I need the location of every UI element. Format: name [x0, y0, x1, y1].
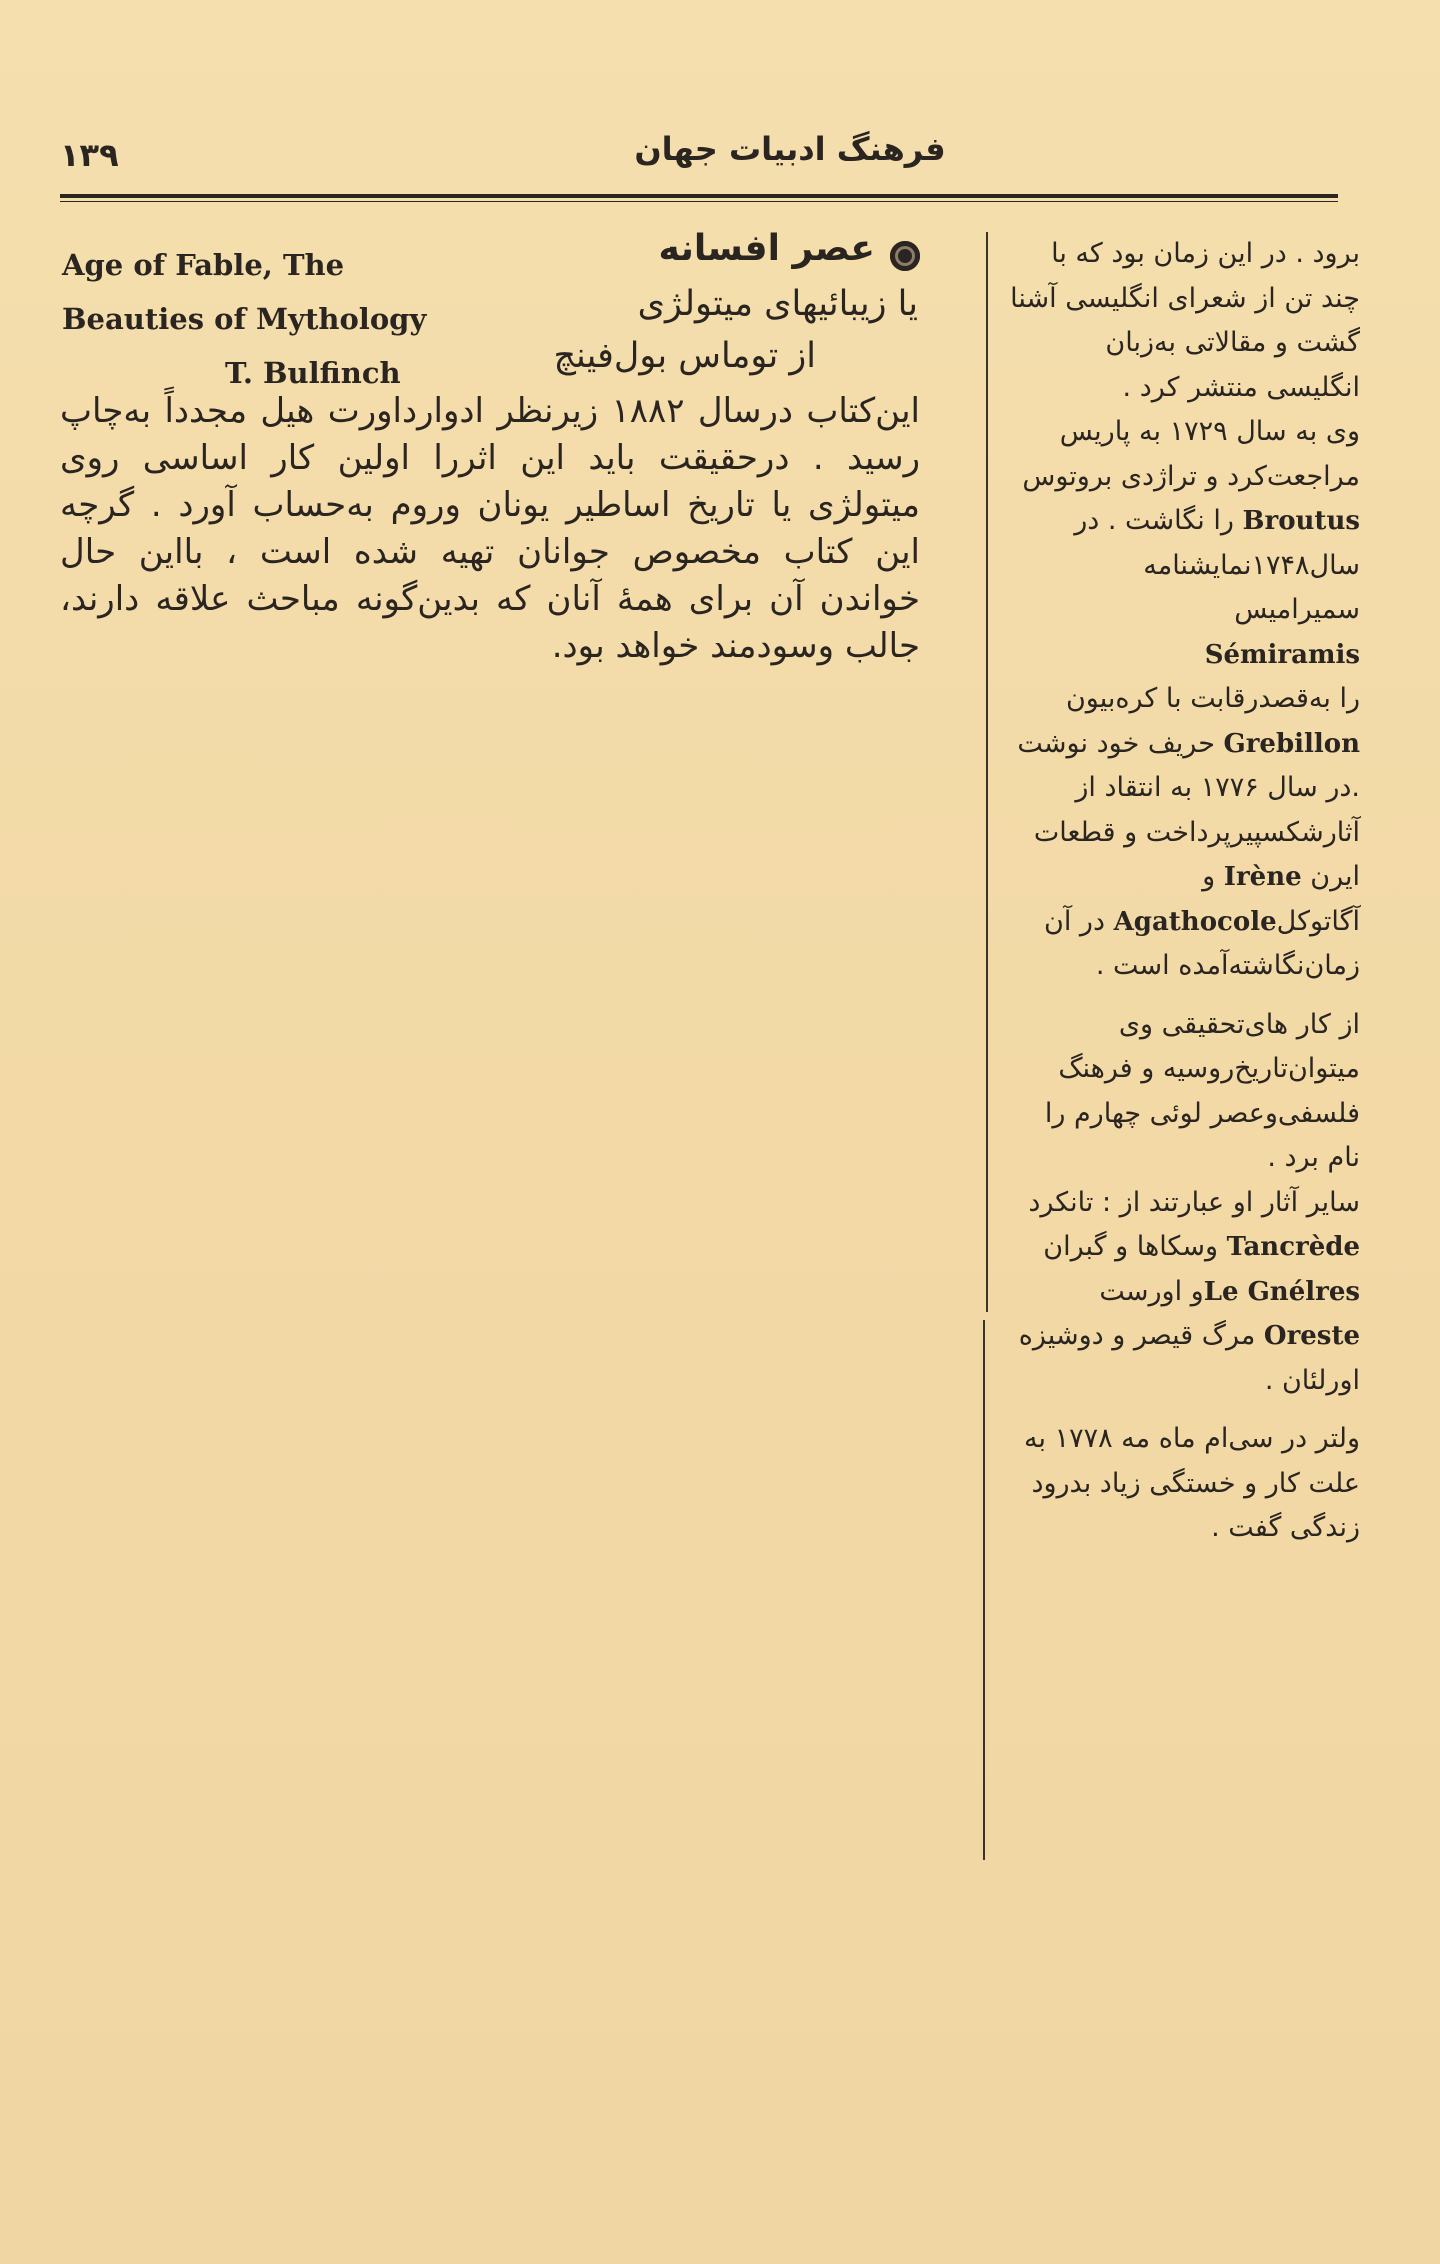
column-divider-lower	[983, 1320, 985, 1860]
sidebar-text: حریف خود نوشت .در سال ۱۷۷۶ به انتقاد از آثارشکسپیرپرداخت و قطعات ایرن	[1017, 727, 1360, 892]
bullet-icon	[890, 241, 920, 271]
sidebar-column	[1010, 232, 1360, 1551]
sidebar-paragraph-4	[1010, 1181, 1360, 1404]
sidebar-text: مرگ قیصر و دوشیزه اورلئان .	[1018, 1320, 1360, 1396]
sidebar-text: را نگاشت . در سال۱۷۴۸نمایشنامه سمیرامیس	[1074, 505, 1360, 625]
sidebar-text: در آن زمان‌نگاشته‌آمده است .	[1044, 905, 1360, 981]
header-rule	[60, 194, 1338, 198]
latin-term-irene: Irène	[1223, 862, 1302, 892]
entry-subtitle: یا زیبائیهای میتولژی	[637, 284, 918, 324]
sidebar-paragraph-1: برود . در این زمان بود که با چند تن از شعرای انگلیسی آشنا گشت و مقالاتی به‌زبان انگلیسی منتشر کرد .	[1010, 238, 1360, 403]
sidebar-paragraph-5: ولتر در سی‌ام ماه مه ۱۷۷۸ به علت کار و خستگی زیاد بدرود زندگی گفت .	[1024, 1423, 1360, 1543]
sidebar-text: وی به سال ۱۷۲۹ به پاریس مراجعت‌کرد و تراژدی بروتوس	[1022, 416, 1360, 492]
author-english: T. Bulfinch	[225, 356, 401, 390]
english-title-line1: Age of Fable, The	[62, 248, 345, 282]
page-header	[60, 130, 1340, 190]
entry-headword-line	[659, 228, 921, 276]
running-title: فرهنگ ادبیات جهان	[634, 130, 946, 168]
sidebar-text: و آگاتوکل	[1202, 861, 1360, 937]
column-divider	[986, 232, 988, 1312]
sidebar-paragraph-3: از کار های‌تحقیقی وی میتوان‌تاریخ‌روسیه و فرهنگ فلسفی‌وعصر لوئی چهارم را نام برد .	[1044, 1008, 1360, 1173]
english-title-line2: Beauties of Mythology	[62, 302, 427, 336]
entry-headword: عصر افسانه	[658, 228, 875, 269]
latin-term-oreste: Oreste	[1263, 1321, 1360, 1351]
latin-term-semiramis: Sémiramis	[1204, 639, 1360, 670]
page-number: ۱۳۹	[60, 136, 119, 174]
header-rule-thin	[60, 201, 1338, 202]
entry-body: این‌کتاب درسال ۱۸۸۲ زیرنظر ادواردا‌ورت هیل مجدداً به‌چاپ رسید . درحقیقت باید این اثررا اولین کار اساسی روی میتولژی یا تاریخ اساطیر یونان وروم به‌حساب آورد . گرچه این کتاب مخصوص جوانان تهیه شده است ، بااین حال خواندن آن برای همهٔ آنان که بدین‌گونه مباحث علاقه دارند، جالب وسودمند خواهد بود.	[60, 391, 920, 666]
sidebar-paragraph-2	[1010, 410, 1360, 989]
sidebar-text: سایر آثار او عبارتند از : تانکرد	[1028, 1186, 1360, 1218]
sidebar-text: را به‌قصدرقابت با کره‌بیون	[1065, 683, 1360, 714]
sidebar-text: و اورست	[1099, 1275, 1204, 1307]
latin-term-agathocole: Agathocole	[1113, 906, 1277, 937]
latin-term-broutus: Broutus	[1242, 506, 1360, 536]
latin-term-grebillon: Grebillon	[1223, 728, 1360, 759]
latin-term-tancrede: Tancrède	[1226, 1232, 1360, 1262]
author-persian: از توماس بول‌فینچ	[553, 336, 816, 376]
latin-term-le-gnelres: Le Gnélres	[1203, 1276, 1360, 1307]
sidebar-text: وسکاها و گبران	[1043, 1231, 1218, 1262]
